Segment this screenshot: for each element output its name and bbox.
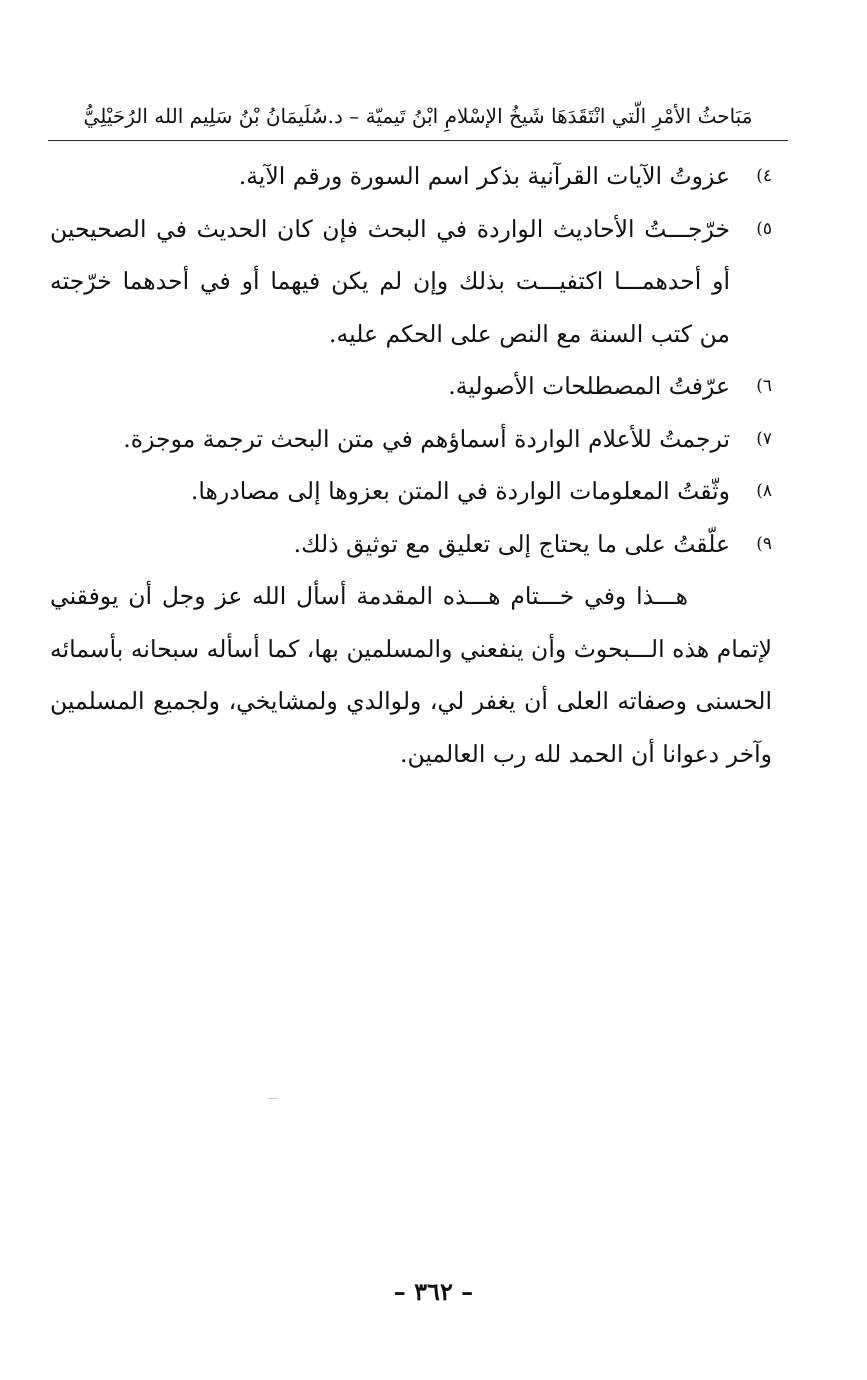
item-text: ترجمتُ للأعلام الواردة أسماؤهم في متن البحث ترجمة موجزة. [123, 424, 730, 453]
running-header: مَبَاحثُ الأمْرِ الّتي انْتَقَدَهَا شَيخُ الإسْلامِ ابْنُ تَيميّة – د.سُلَيمَانُ بْنُ سَلِيم الله الرُحَيْلِيُّ [83, 104, 753, 128]
list-item-9 [50, 518, 772, 571]
list-item-6 [50, 360, 772, 413]
item-text: علّقتُ على ما يحتاج إلى تعليق مع توثيق ذلك. [293, 529, 730, 558]
item-number: ٧) [756, 428, 772, 449]
header-divider [48, 140, 788, 141]
item-number: ٤) [756, 166, 772, 186]
item-number: ٦) [756, 376, 772, 396]
item-text: عزوتُ الآيات القرآنية بذكر اسم السورة ورقم الآية. [238, 162, 730, 190]
item-number: ٥) [756, 218, 772, 239]
scan-speck [268, 1098, 278, 1099]
item-number: ٨) [756, 481, 772, 501]
list-item-4 [50, 150, 772, 203]
page-number: – ٣٦٢ – [393, 1277, 474, 1306]
list-item-7 [50, 413, 772, 466]
item-number: ٩) [756, 533, 772, 554]
closing-paragraph: هـــذا وفي خـــتام هـــذه المقدمة أسأل الله عز وجل أن يوفقني لإتمام هذه الـــبحوث وأن ينفعني والمسلمين بها، كما أسأله سبحانه بأسمائه الحسنى وصفاته العلى أن يغفر لي، ولوالدي ولمشايخي، ولجميع المسلمين وآخر دعوانا أن الحمد لله رب العالمين. [50, 582, 772, 768]
item-text: وثّقتُ المعلومات الواردة في المتن بعزوها إلى مصادرها. [190, 477, 730, 505]
list-item-5 [50, 203, 772, 361]
item-text: خرّجـــتُ الأحاديث الواردة في البحث فإن كان الحديث في الصحيحين أو أحدهمـــا اكتفيـــت بذلك وإن لم يكن فيهما أو في أحدهما خرّجته من كتب السنة مع النص على الحكم عليه. [50, 214, 730, 348]
body-text [50, 150, 772, 780]
list-item-8 [50, 465, 772, 518]
item-text: عرّفتُ المصطلحات الأصولية. [448, 372, 730, 400]
